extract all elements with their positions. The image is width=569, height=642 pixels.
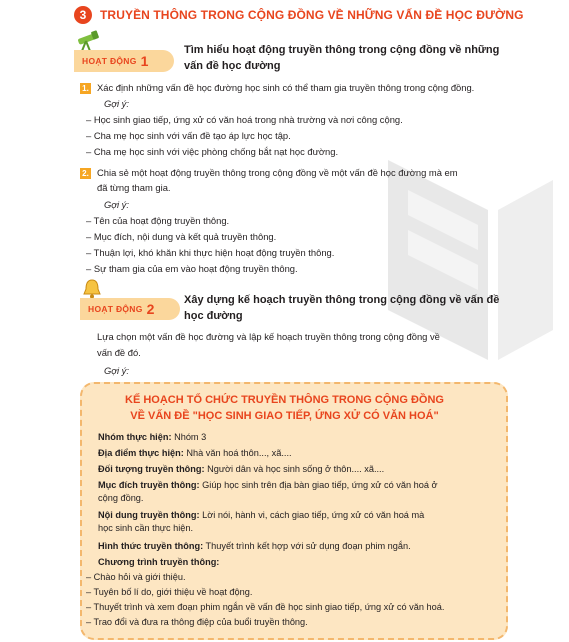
task-2-text-line2: đã từng tham gia.	[97, 182, 171, 193]
plan-program-label: Chương trình truyền thông:	[98, 557, 220, 567]
activity-2-label: HOẠT ĐỘNG	[88, 304, 143, 314]
activity-2-title-line2: học đường	[184, 310, 243, 322]
activity-2-title-line1: Xây dựng kế hoạch truyền thông trong cộng đồng về vấn đề	[184, 294, 500, 306]
plan-title-line1: KẾ HOẠCH TỔ CHỨC TRUYỀN THÔNG TRONG CỘNG ĐỒNG	[125, 394, 444, 406]
activity-1-number: 1	[140, 53, 149, 69]
plan-audience: Đối tượng truyền thông: Người dân và học sinh sống ở thôn.... xã....	[98, 464, 385, 474]
plan-purpose-cont: cộng đồng.	[98, 493, 144, 503]
plan-title-line2: VỀ VẤN ĐỀ "HỌC SINH GIAO TIẾP, ỨNG XỬ CÓ VĂN HOÁ"	[130, 410, 439, 422]
task-1-bullet: – Cha mẹ học sinh với vấn đề tạo áp lực học tập.	[86, 130, 291, 141]
plan-content-cont: học sinh cần thực hiện.	[98, 523, 194, 533]
section-heading	[74, 6, 524, 24]
task-2-bullet: – Sự tham gia của em vào hoạt động truyền thông.	[86, 263, 298, 274]
activity-2-hint: Gợi ý:	[104, 365, 129, 376]
task-1-bullet: – Học sinh giao tiếp, ứng xử có văn hoá trong nhà trường và nơi công cộng.	[86, 114, 403, 125]
plan-place: Địa điểm thực hiện: Nhà văn hoá thôn..., xã....	[98, 448, 292, 458]
task-1-hint: Gợi ý:	[104, 98, 129, 109]
activity-2-number: 2	[146, 301, 155, 317]
plan-program-item: – Trao đổi và đưa ra thông điệp của buổi truyền thông.	[86, 617, 308, 627]
plan-form: Hình thức truyền thông: Thuyết trình kết hợp với sử dụng đoạn phim ngắn.	[98, 541, 411, 551]
telescope-icon	[74, 30, 100, 52]
task-2-bullet: – Mục đích, nội dung và kết quả truyền thông.	[86, 231, 277, 242]
plan-content: Nội dung truyền thông: Lời nói, hành vi, cách giao tiếp, ứng xử có văn hoá mà	[98, 510, 425, 520]
activity-1-label: HOẠT ĐỘNG	[82, 56, 137, 66]
task-2-bullet: – Tên của hoạt động truyền thông.	[86, 215, 230, 226]
activity-2-badge	[80, 298, 180, 320]
activity-1-title-line2: vấn đề học đường	[184, 60, 281, 72]
task-1-bullet: – Cha mẹ học sinh với việc phòng chống bắt nạt học đường.	[86, 146, 339, 157]
activity-1-badge	[74, 50, 174, 72]
bell-icon	[82, 278, 102, 300]
task-2-number: 2.	[80, 168, 91, 179]
task-2-bullet: – Thuận lợi, khó khăn khi thực hiện hoạt động truyền thông.	[86, 247, 335, 258]
task-1-text: Xác định những vấn đề học đường học sinh có thể tham gia truyền thông trong cộng đồng.	[97, 82, 475, 93]
plan-group: Nhóm thực hiện: Nhóm 3	[98, 432, 207, 442]
activity-1-title-line1: Tìm hiểu hoạt động truyền thông trong cộng đồng về những	[184, 44, 500, 56]
activity-2-text-line2: vấn đề đó.	[97, 347, 141, 358]
task-2-text-line1: Chia sẻ một hoạt động truyền thông trong cộng đồng về một vấn đề học đường mà em	[97, 167, 458, 178]
section-title: TRUYỀN THÔNG TRONG CỘNG ĐỒNG VỀ NHỮNG VẤN ĐỀ HỌC ĐƯỜNG	[100, 8, 524, 22]
plan-program-item: – Chào hỏi và giới thiệu.	[86, 572, 186, 582]
task-1-number: 1.	[80, 83, 91, 94]
task-2-hint: Gợi ý:	[104, 199, 129, 210]
section-number: 3	[74, 6, 92, 24]
plan-purpose: Mục đích truyền thông: Giúp học sinh trên địa bàn giao tiếp, ứng xử có văn hoá ở	[98, 480, 438, 490]
plan-program-item: – Thuyết trình và xem đoạn phim ngắn về vấn đề học sinh giao tiếp, ứng xử có văn hoá.	[86, 602, 445, 612]
activity-2-text-line1: Lựa chọn một vấn đề học đường và lập kế hoạch truyền thông trong cộng đồng về	[97, 331, 440, 342]
plan-program-item: – Tuyên bố lí do, giới thiệu về hoạt động.	[86, 587, 253, 597]
